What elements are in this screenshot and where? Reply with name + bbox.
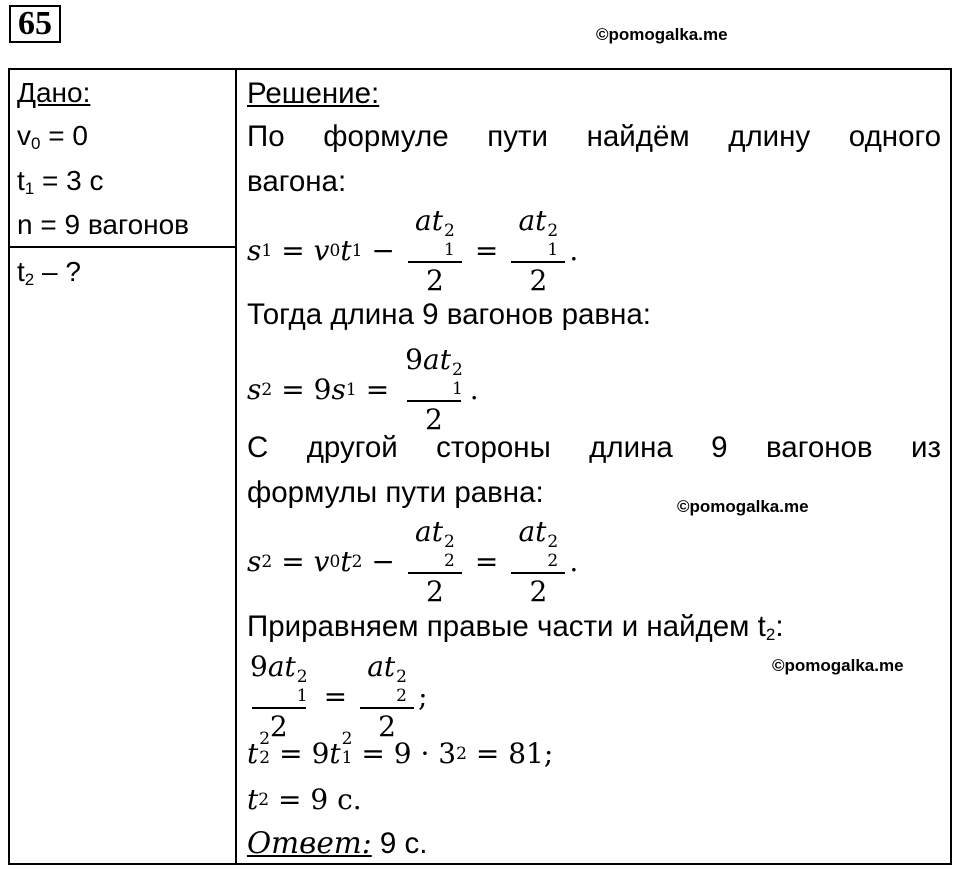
answer	[247, 826, 427, 861]
solution-title: Решение:	[247, 77, 380, 110]
solution-text-1: По формуле пути найдём длину одного	[247, 120, 941, 153]
formula-t2-squared: t 2 2 = 9 t 2 1 = 9 · 3 2 = 81;	[247, 728, 554, 770]
solution-text-2: Тогда длина 9 вагонов равна:	[247, 298, 651, 331]
answer-label: Ответ:	[247, 826, 372, 860]
solution-text-3: С другой стороны длина 9 вагонов из	[247, 431, 941, 464]
problem-number: 65	[9, 5, 61, 43]
solution-text-3b: формулы пути равна:	[247, 476, 544, 509]
watermark-middle: ©pomogalka.me	[677, 497, 809, 516]
watermark-lower: ©pomogalka.me	[772, 656, 904, 675]
formula-t2: t 2 = 9 с.	[247, 783, 362, 816]
solution-text-4: Приравняем правые части и найдем $t_2$:	[247, 610, 784, 644]
given-n: n = 9 вагонов	[17, 209, 190, 240]
answer-value: 9 с.	[371, 827, 428, 860]
formula-s2-path: s 2 = v 0 t 2 − at 2 2 2 = at 2 2 2 .	[247, 515, 579, 608]
formula-equate: 9at 2 1 2 = at 2 2 2 ;	[250, 650, 428, 743]
given-divider	[8, 246, 237, 248]
watermark-top: ©pomogalka.me	[596, 25, 728, 44]
given-v0: $v_0 = 0$	[17, 120, 88, 153]
given-title: Дано:	[17, 77, 91, 108]
solution-text-1b: вагона:	[247, 165, 347, 198]
given-t1: $t_1 = 3$ с	[17, 165, 104, 198]
column-divider	[235, 68, 237, 865]
formula-s1: s 1 = v 0 t 1 − at 2 1 2 = at 2 1 2 .	[247, 204, 579, 297]
formula-s2-nine: s 2 = 9 s 1 = 9at 2 1 2 .	[247, 343, 479, 436]
find-t2: $t_2$ – ?	[17, 256, 81, 289]
